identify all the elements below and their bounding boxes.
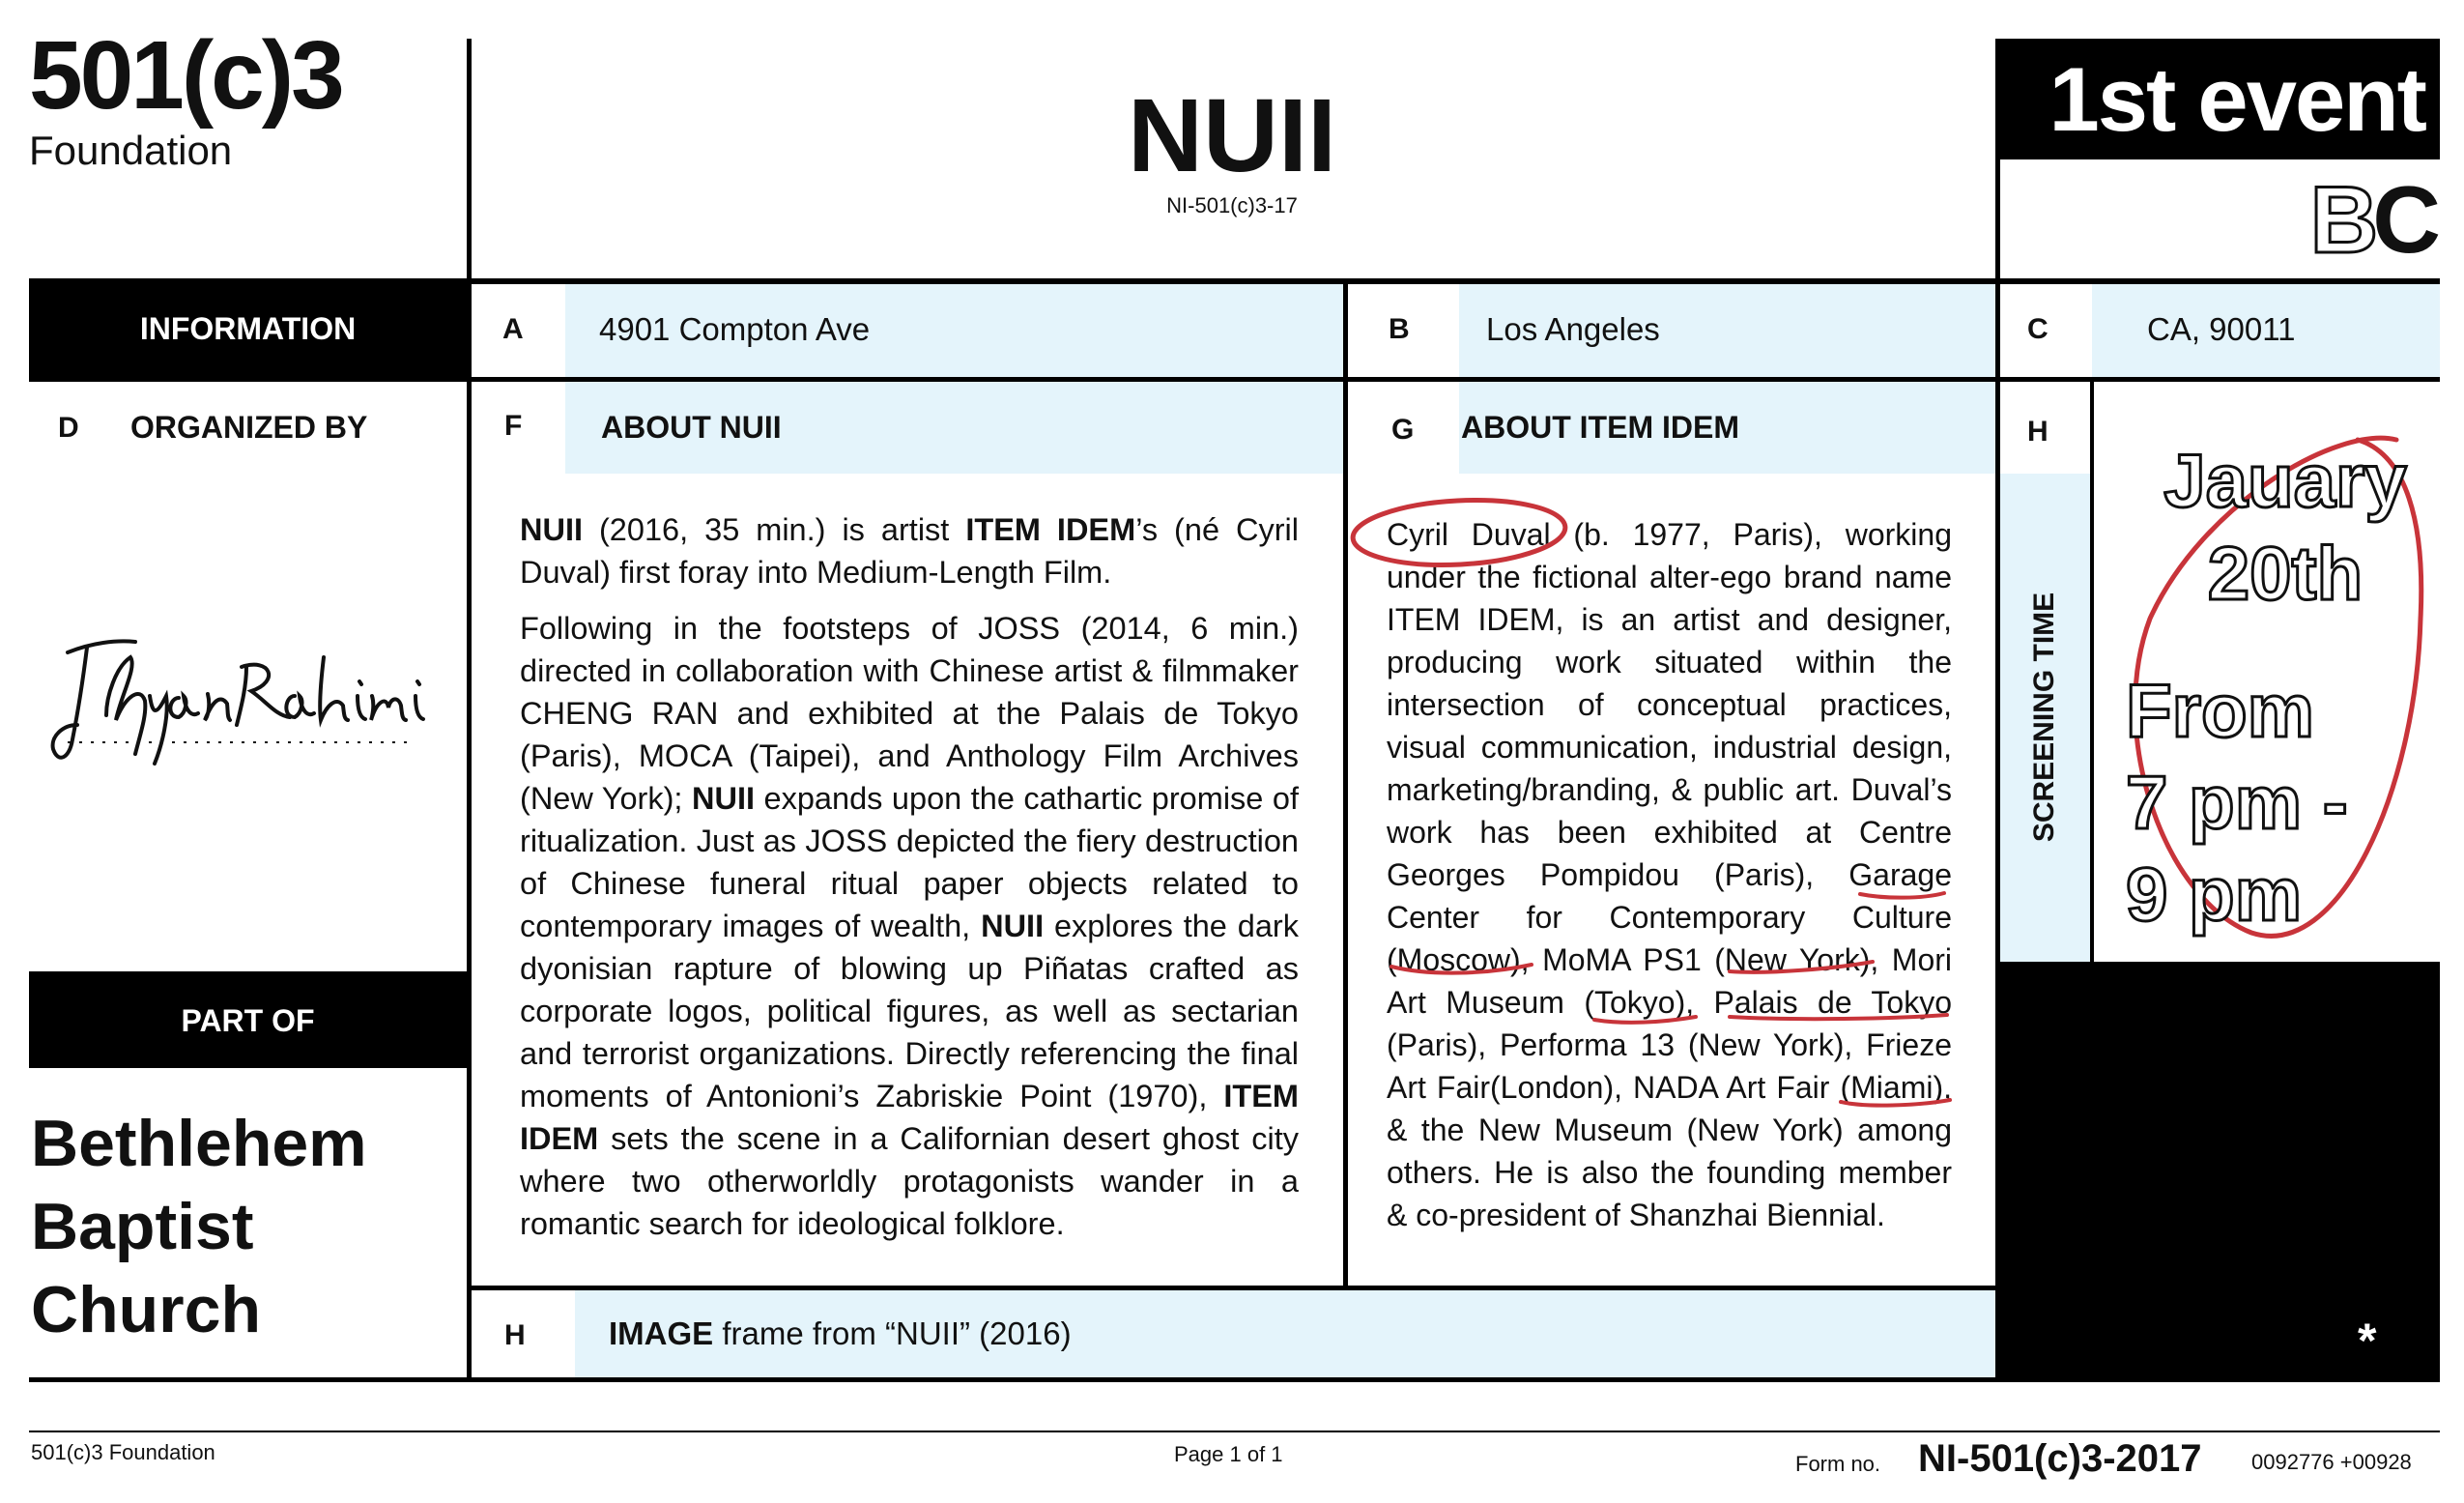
organized-by-label: ORGANIZED BY — [130, 410, 368, 445]
screening-date-line2: 20th — [2207, 531, 2364, 616]
city-value: Los Angeles — [1486, 311, 1660, 347]
screening-time-line2: 7 pm - — [2126, 760, 2348, 845]
cell-letter-c: C — [2027, 313, 2049, 345]
badge-solid-letter: C — [2372, 166, 2441, 273]
item-idem-bold: ITEM IDEM — [965, 512, 1136, 547]
about-nuii-paragraph-2 — [520, 607, 1299, 1245]
page-title: NUII — [1128, 76, 1336, 193]
org-sub: Foundation — [29, 128, 233, 173]
image-caption-text: frame from “NUII” (2016) — [713, 1315, 1072, 1351]
nuii-bold: NUII — [692, 781, 755, 816]
column-line-4 — [2090, 377, 2094, 962]
footer-page: Page 1 of 1 — [1174, 1442, 1283, 1466]
text-run: explores the dark dyonisian rapture of blowing up Piñatas crafted as corporate logos, political figures, as well as sectarian and terrorist organizations. Directly referencing the final moments of Antonioni’s Zabriskie Point (1970), — [520, 909, 1299, 1113]
about-nuii-heading: ABOUT NUII — [601, 410, 782, 445]
cell-letter-h-image: H — [504, 1319, 526, 1351]
text-run: (2016, 35 min.) is artist — [583, 512, 966, 547]
nuii-bold: NUII — [520, 512, 583, 547]
cell-letter-d: D — [58, 412, 79, 444]
screening-time-line3: 9 pm — [2126, 852, 2303, 937]
rule-footer — [29, 1431, 2440, 1432]
screening-date-line1: Jauary — [2163, 438, 2407, 523]
cell-letter-g: G — [1391, 414, 1415, 446]
document-code: NI-501(c)3-17 — [1166, 193, 1298, 217]
text-run: ’s (né Cyril Duval) first foray into Medium-Length Film. — [520, 512, 1299, 590]
cell-letter-a: A — [502, 313, 524, 345]
text-run: sets the scene in a Californian desert ghost city where two otherworldly protagonists wander in a romantic search for ideological folklore. — [520, 1121, 1299, 1241]
information-label: INFORMATION — [139, 311, 357, 346]
bc-badge — [2309, 166, 2441, 273]
state-zip-value: CA, 90011 — [2147, 311, 2296, 347]
header-divider-left — [467, 39, 472, 280]
text-run: Following in the footsteps of JOSS (2014, 6 min.) directed in collaboration with Chinese artist & filmmaker CHENG RAN and exhibited at the Palais de Tokyo (Paris), MOCA (Taipei), and Anthology Film Archives (New York); — [520, 611, 1299, 816]
screening-time-label: SCREENING TIME — [2028, 592, 2060, 843]
signature-image — [48, 628, 454, 783]
part-of-name-line1: Bethlehem — [31, 1107, 367, 1180]
org-name: 501(c)3 — [29, 21, 342, 130]
item-idem-bold: ITEM IDEM — [520, 1079, 1299, 1156]
image-caption-bold: IMAGE — [609, 1315, 714, 1351]
about-item-heading: ABOUT ITEM IDEM — [1461, 410, 1739, 445]
about-nuii-paragraph-1 — [520, 508, 1299, 593]
footer-form-label: Form no. — [1795, 1452, 1881, 1476]
event-label: 1st event — [2049, 48, 2425, 150]
header-divider-right — [1995, 39, 2000, 280]
nuii-bold: NUII — [981, 909, 1045, 943]
address-value: 4901 Compton Ave — [599, 311, 871, 347]
cell-letter-b: B — [1389, 313, 1410, 345]
badge-outline-letter: B — [2309, 166, 2379, 273]
screening-time-line1: From — [2126, 668, 2314, 753]
cell-letter-f: F — [504, 410, 523, 442]
footer-form-number: NI-501(c)3-2017 — [1918, 1437, 2202, 1480]
footer-serial: 0092776 +00928 — [2251, 1450, 2412, 1474]
part-of-name-line2: Baptist — [31, 1190, 254, 1263]
column-line-2 — [1343, 278, 1348, 1286]
part-of-label: PART OF — [181, 1003, 315, 1038]
text-run: expands upon the cathartic promise of ritualization. Just as JOSS depicted the fiery destruction of Chinese funeral ritual paper objects related to contemporary images of wealth, — [520, 781, 1299, 943]
about-item-body: Cyril Duval (b. 1977, Paris), working under the fictional alter-ego brand name ITEM IDEM, is an artist and designer, producing work situated within the intersection of conceptual practices, visual communication, industrial design, marketing/branding, & public art. Duval’s work has been exhibited at Centre Georges Pompidou (Paris), Garage Center for Contemporary Culture (Moscow), MoMA PS1 (New York), Mori Art Museum (Tokyo), Palais de Tokyo (Paris), Performa 13 (New York), Frieze Art Fair(London), NADA Art Fair (Miami), & the New Museum (New York) among others. He is also the founding member & co-president of Shanzhai Biennial. — [1387, 517, 1952, 1232]
footer-org: 501(c)3 Foundation — [31, 1440, 215, 1464]
part-of-name-line3: Church — [31, 1273, 261, 1346]
asterisk-mark: * — [2358, 1314, 2377, 1368]
image-caption — [609, 1315, 1072, 1352]
about-nuii-body — [520, 508, 1299, 1258]
column-line-1 — [467, 278, 472, 1382]
cell-letter-h-screening: H — [2027, 416, 2049, 448]
